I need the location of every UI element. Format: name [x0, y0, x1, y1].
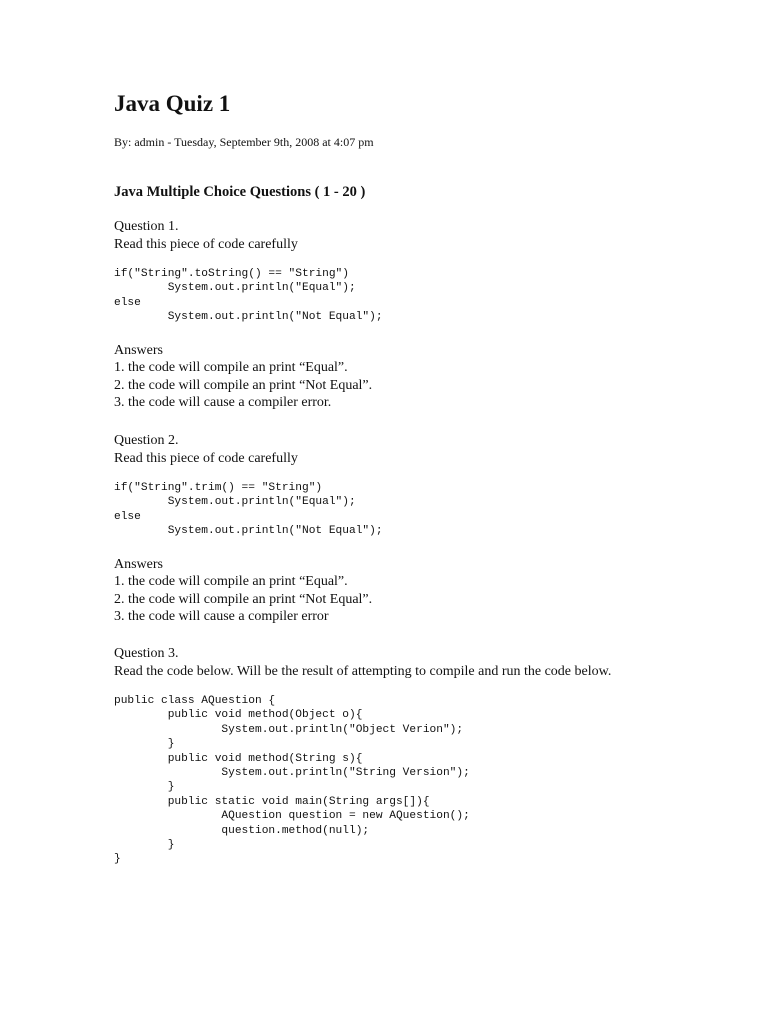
code-line: if("String".trim() == "String")	[114, 482, 323, 494]
code-block	[114, 694, 744, 867]
code-line: AQuestion question = new AQuestion();	[114, 810, 470, 823]
question-2	[114, 432, 744, 626]
post-byline: By: admin - Tuesday, September 9th, 2008 at 4:07 pm	[114, 135, 374, 149]
question-3	[114, 645, 744, 867]
answer-option: 3. the code will cause a compiler error.	[114, 395, 332, 411]
code-block	[114, 481, 744, 539]
answer-option: 3. the code will cause a compiler error	[114, 609, 329, 625]
code-block	[114, 267, 744, 325]
question-prompt: Read the code below. Will be the result of attempting to compile and run the code below.	[114, 663, 612, 679]
code-line: public static void main(String args[]){	[114, 795, 430, 808]
code-line: question.method(null);	[114, 824, 370, 837]
answer-option: 1. the code will compile an print “Equal”.	[114, 574, 348, 590]
code-line: }	[114, 738, 175, 751]
question-1	[114, 218, 744, 412]
answer-option: 2. the code will compile an print “Not Equal”.	[114, 591, 373, 607]
question-label: Question 1.	[114, 219, 179, 234]
code-line: else	[114, 510, 141, 523]
answer-option: 1. the code will compile an print “Equal”.	[114, 360, 348, 376]
code-line: System.out.println("Object Verion");	[114, 723, 464, 736]
code-line: else	[114, 296, 141, 309]
answer-option: 2. the code will compile an print “Not Equal”.	[114, 377, 373, 393]
question-prompt: Read this piece of code carefully	[114, 236, 298, 252]
code-line: public class AQuestion {	[114, 695, 276, 707]
question-label: Question 2.	[114, 433, 179, 448]
code-line: System.out.println("String Version");	[114, 767, 470, 780]
code-line: }	[114, 853, 121, 866]
code-line: System.out.println("Not Equal");	[114, 525, 383, 538]
code-line: if("String".toString() == "String")	[114, 268, 349, 280]
code-line: System.out.println("Equal");	[114, 496, 356, 509]
code-line: public void method(String s){	[114, 752, 363, 765]
page-title: Java Quiz 1	[114, 91, 231, 116]
code-line: }	[114, 781, 175, 794]
code-line: System.out.println("Not Equal");	[114, 311, 383, 324]
answers-label: Answers	[114, 556, 163, 572]
code-line: public void method(Object o){	[114, 709, 363, 722]
section-heading: Java Multiple Choice Questions ( 1 - 20 )	[114, 184, 366, 200]
answers-list	[114, 556, 744, 626]
question-label: Question 3.	[114, 646, 179, 661]
answers-label: Answers	[114, 342, 163, 358]
code-line: System.out.println("Equal");	[114, 282, 356, 295]
question-prompt: Read this piece of code carefully	[114, 450, 298, 466]
code-line: }	[114, 839, 175, 852]
answers-list	[114, 342, 744, 412]
